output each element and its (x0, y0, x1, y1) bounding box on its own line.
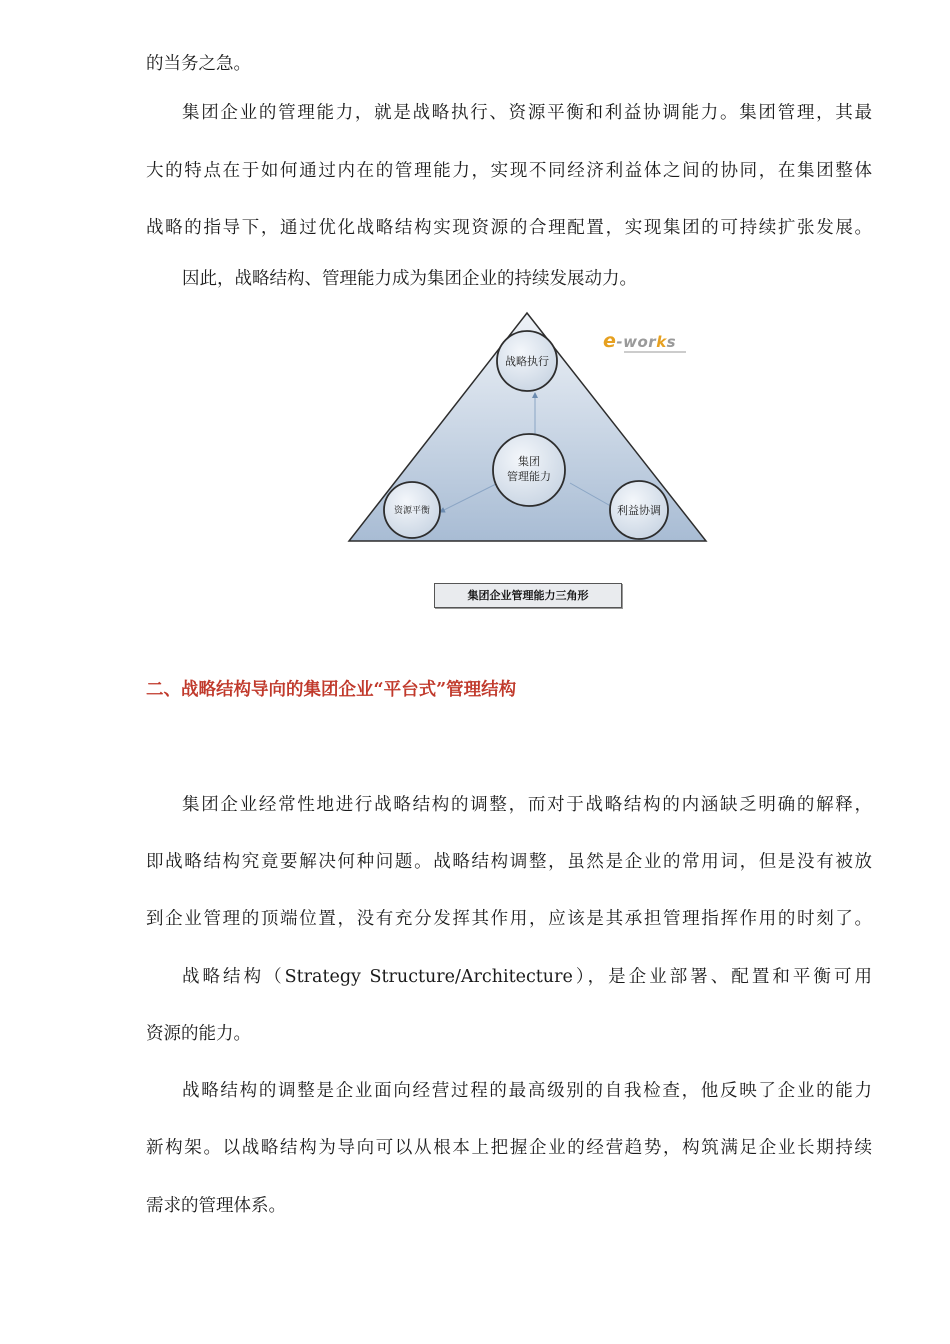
paragraph-line: 的当务之急。 (146, 54, 251, 74)
paragraph-line: 集团企业经常性地进行战略结构的调整，而对于战略结构的内涵缺乏明确的解释， (182, 795, 872, 815)
paragraph-line: 即战略结构究竟要解决何种问题。战略结构调整，虽然是企业的常用词，但是没有被放 (146, 852, 872, 872)
node-top-label: 战略执行 (505, 355, 549, 368)
node-right-label: 利益协调 (617, 504, 661, 517)
paragraph-line: 战略结构的调整是企业面向经营过程的最高级别的自我检查，他反映了企业的能力 (182, 1081, 872, 1101)
paragraph-line: 因此，战略结构、管理能力成为集团企业的持续发展动力。 (182, 269, 637, 289)
node-left-label: 资源平衡 (393, 506, 431, 516)
section-heading: 二、战略结构导向的集团企业“平台式”管理结构 (146, 680, 517, 700)
logo-underline (624, 351, 686, 353)
paragraph-line: 集团企业的管理能力，就是战略执行、资源平衡和利益协调能力。集团管理，其最 (182, 103, 872, 123)
paragraph-line: 需求的管理体系。 (146, 1196, 286, 1216)
paragraph-line: 战略的指导下，通过优化战略结构实现资源的合理配置，实现集团的可持续扩张发展。 (146, 218, 872, 238)
paragraph-line: 到企业管理的顶端位置，没有充分发挥其作用，应该是其承担管理指挥作用的时刻了。 (146, 909, 872, 929)
paragraph-line: 战略结构（Strategy Structure/Architecture），是企业部署、配置和平衡可用 (182, 967, 872, 987)
paragraph-line: 大的特点在于如何通过内在的管理能力，实现不同经济利益体之间的协同，在集团整体 (146, 161, 872, 181)
node-center-label-1: 集团 (518, 455, 540, 468)
diagram-caption: 集团企业管理能力三角形 (434, 583, 622, 608)
eworks-logo: e-works (603, 330, 677, 352)
paragraph-line: 资源的能力。 (146, 1024, 251, 1044)
node-center-label-2: 管理能力 (507, 470, 551, 483)
paragraph-line: 新构架。以战略结构为导向可以从根本上把握企业的经营趋势，构筑满足企业长期持续 (146, 1138, 872, 1158)
